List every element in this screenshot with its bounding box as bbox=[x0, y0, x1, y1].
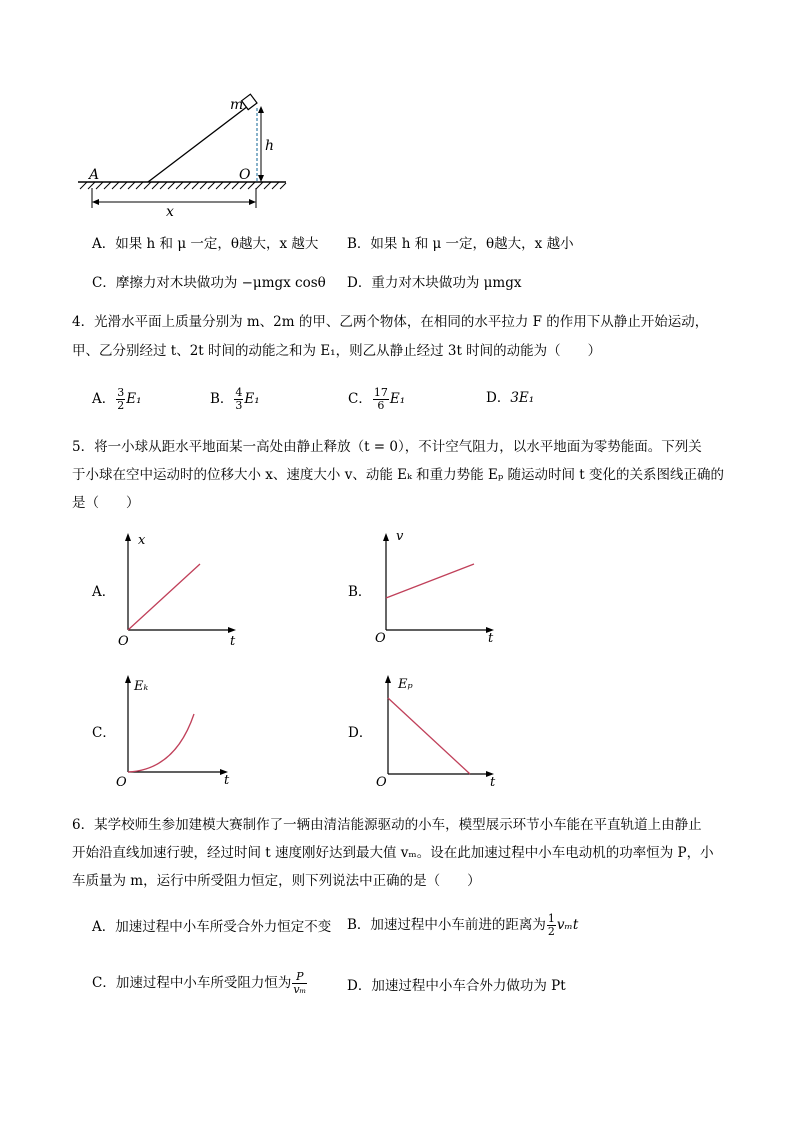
x-label: t bbox=[490, 775, 496, 790]
q5-option-d-label[interactable]: D． bbox=[348, 725, 373, 741]
q6-stem-line3: 车质量为 m，运行中所受阻力恒定，则下列说法中正确的是（ ） bbox=[72, 873, 481, 889]
x-label: t bbox=[224, 773, 230, 788]
q6-option-a[interactable]: A．加速过程中小车所受合外力恒定不变 bbox=[92, 919, 332, 935]
q5-stem-line1: 5．将一小球从距水平地面某一高处由静止释放（t = 0），不计空气阻力，以水平地面为零势能面。下列关 bbox=[72, 439, 702, 455]
q4-option-b[interactable]: B． $\frac{4}{3}$ E₁ bbox=[210, 386, 260, 412]
q4-option-d[interactable]: D．3E₁ bbox=[486, 390, 535, 406]
q5-option-b-label[interactable]: B． bbox=[348, 584, 372, 600]
q6-option-d[interactable]: D．加速过程中小车合外力做功为 Pt bbox=[347, 978, 566, 994]
ground-hatching bbox=[80, 182, 286, 189]
q5-option-c-label[interactable]: C． bbox=[92, 725, 116, 741]
q5-option-a-label[interactable]: A． bbox=[92, 584, 116, 600]
graph-curve bbox=[128, 714, 194, 772]
incline-figure bbox=[70, 92, 300, 222]
x-label: t bbox=[488, 631, 494, 646]
q3-option-b[interactable]: B．如果 h 和 μ 一定，θ越大，x 越小 bbox=[347, 236, 574, 252]
q3-option-d[interactable]: D．重力对木块做功为 μmgx bbox=[347, 275, 522, 291]
q4-stem-line1: 4．光滑水平面上质量分别为 m、2m 的甲、乙两个物体，在相同的水平拉力 F 的作用下从静止开始运动， bbox=[72, 314, 709, 330]
graph-line bbox=[386, 564, 474, 598]
q4-stem-line2: 甲、乙分别经过 t、2t 时间的动能之和为 E₁，则乙从静止经过 3t 时间的动能为（ ） bbox=[72, 343, 602, 359]
incline-line bbox=[148, 106, 248, 182]
x-label: t bbox=[230, 634, 236, 649]
graph-b bbox=[368, 530, 508, 650]
origin-label: O bbox=[375, 631, 386, 646]
q5-stem-line3: 是（ ） bbox=[72, 495, 140, 511]
q6-stem-line2: 开始沿直线加速行驶，经过时间 t 速度刚好达到最大值 vₘ。设在此加速过程中小车电动机的功率恒为 P，小 bbox=[72, 845, 714, 861]
q6-stem-line1: 6．某学校师生参加建模大赛制作了一辆由清洁能源驱动的小车，模型展示环节小车能在平直轨道上由静止 bbox=[72, 817, 702, 833]
label-x: x bbox=[166, 204, 174, 220]
graph-line bbox=[388, 698, 470, 774]
label-h: h bbox=[265, 138, 275, 154]
graph-c bbox=[110, 672, 250, 792]
origin-label: O bbox=[376, 775, 387, 790]
label-m: m bbox=[230, 97, 244, 113]
q6-option-c[interactable]: C．加速过程中小车所受阻力恒为 $\frac{P}{\text{vₘ}}$ bbox=[92, 970, 307, 996]
y-label: Eₚ bbox=[398, 677, 413, 692]
label-A: A bbox=[89, 167, 100, 183]
graph-a bbox=[110, 530, 250, 650]
graph-line bbox=[128, 564, 200, 630]
y-label: v bbox=[396, 530, 404, 544]
q6-option-b[interactable]: B．加速过程中小车前进的距离为 $\frac{1}{2}$ vₘt bbox=[347, 912, 579, 938]
y-label: Eₖ bbox=[134, 679, 149, 694]
graph-d bbox=[368, 672, 508, 792]
origin-label: O bbox=[118, 634, 129, 649]
origin-label: O bbox=[116, 775, 127, 790]
q4-option-a[interactable]: A． $\frac{3}{2}$ E₁ bbox=[92, 386, 142, 412]
block bbox=[242, 94, 257, 109]
q3-option-a[interactable]: A．如果 h 和 μ 一定，θ越大，x 越大 bbox=[92, 236, 319, 252]
q5-stem-line2: 于小球在空中运动时的位移大小 x、速度大小 v、动能 Eₖ 和重力势能 Eₚ 随运动时间 t 变化的关系图线正确的 bbox=[72, 467, 725, 483]
y-label: x bbox=[138, 533, 146, 548]
q3-option-c[interactable]: C．摩擦力对木块做功为 −μmgx cosθ bbox=[92, 275, 326, 291]
label-O: O bbox=[239, 167, 251, 183]
q4-option-c[interactable]: C． $\frac{17}{6}$ E₁ bbox=[348, 386, 406, 412]
